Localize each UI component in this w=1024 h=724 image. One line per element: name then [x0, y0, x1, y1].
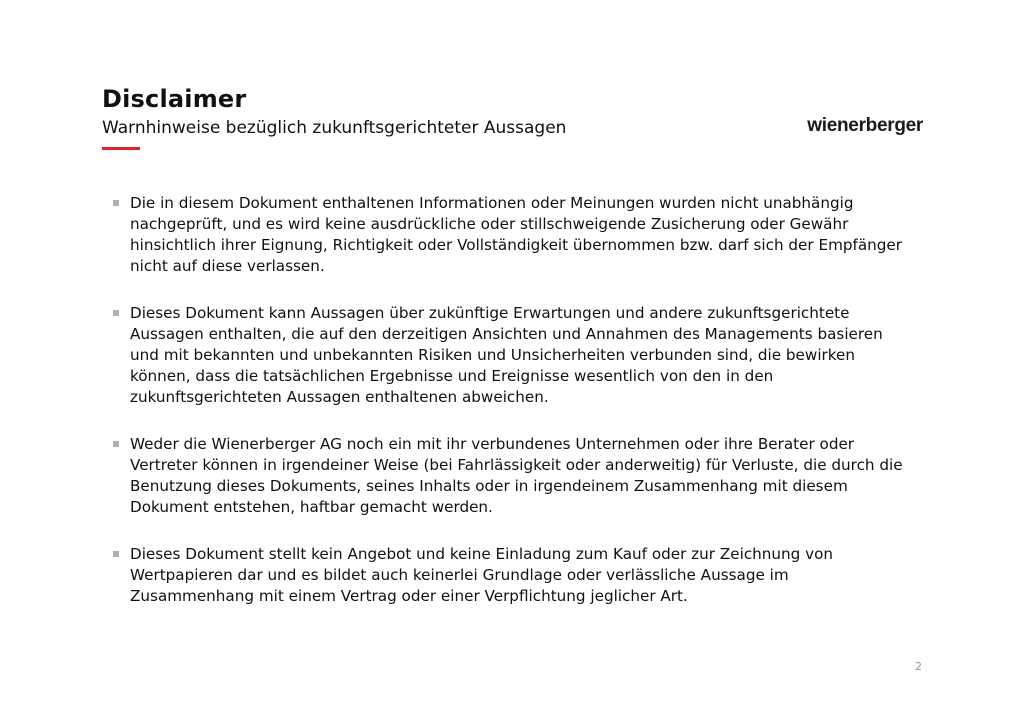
square-bullet-icon [113, 441, 119, 447]
page-subtitle: Warnhinweise bezüglich zukunftsgerichteter Aussagen [102, 118, 567, 138]
wienerberger-logo: wienerberger [807, 115, 923, 136]
page-title: Disclaimer [102, 85, 247, 113]
disclaimer-list [111, 193, 911, 607]
square-bullet-icon [113, 310, 119, 316]
title-accent-line [102, 147, 140, 150]
disclaimer-text: Die in diesem Dokument enthaltenen Informationen oder Meinungen wurden nicht unabhängig nachgeprüft, und es wird keine ausdrückliche oder stillschweigende Zusicherung oder Gewähr hinsichtlich ihrer Eignung, Richtigkeit oder Vollständigkeit übernommen bzw. darf sich der Empfänger nicht auf diese verlassen. [130, 194, 903, 275]
square-bullet-icon [113, 551, 119, 557]
disclaimer-item-2 [111, 303, 911, 408]
page-number: 2 [915, 660, 922, 673]
disclaimer-text: Dieses Dokument stellt kein Angebot und keine Einladung zum Kauf oder zur Zeichnung von Wertpapieren dar und es bildet auch keinerlei Grundlage oder verlässliche Aussage im Zusammenhang mit einem Vertrag oder einer Verpflichtung jeglicher Art. [130, 545, 834, 605]
disclaimer-item-3 [111, 434, 911, 518]
square-bullet-icon [113, 200, 119, 206]
disclaimer-item-1 [111, 193, 911, 277]
disclaimer-text: Weder die Wienerberger AG noch ein mit ihr verbundenes Unternehmen oder ihre Berater oder Vertreter können in irgendeiner Weise (bei Fahrlässigkeit oder anderweitig) für Verluste, die durch die Benutzung dieses Dokuments, seines Inhalts oder in irgendeinem Zusammenhang mit diesem Dokument entstehen, haftbar gemacht werden. [130, 435, 903, 516]
disclaimer-text: Dieses Dokument kann Aussagen über zukünftige Erwartungen und andere zukunftsgerichtete Aussagen enthalten, die auf den derzeitigen Ansichten und Annahmen des Managements basieren und mit bekannten und unbekannten Risiken und Unsicherheiten verbunden sind, die bewirken können, dass die tatsächlichen Ergebnisse und Ereignisse wesentlich von den in den zukunftsgerichteten Aussagen enthaltenen abweichen. [130, 304, 883, 406]
disclaimer-item-4 [111, 544, 911, 607]
